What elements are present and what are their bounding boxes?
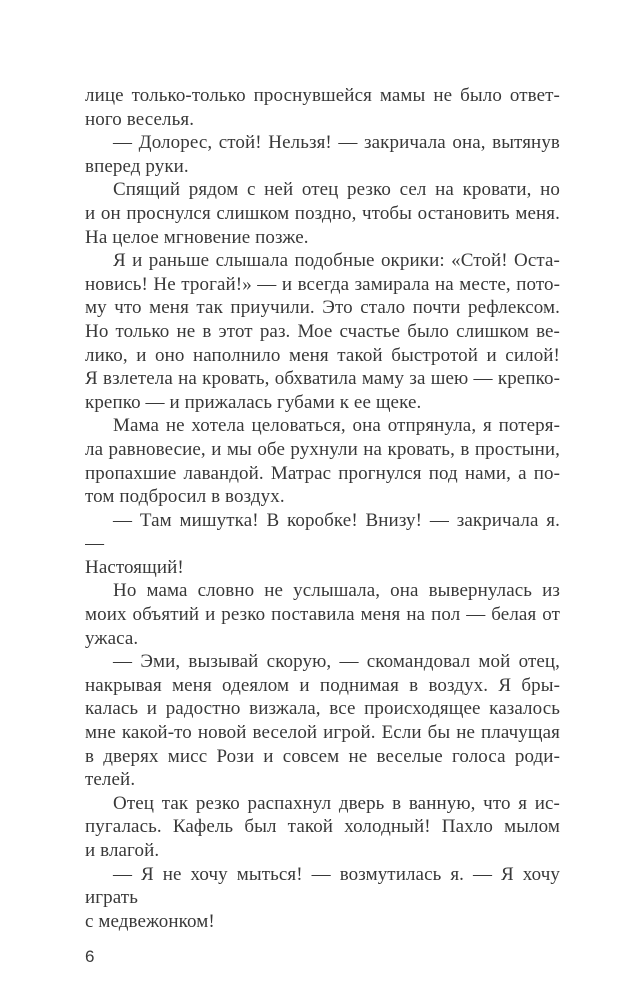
text-line: — Там мишутка! В коробке! Внизу! — закричала я. — <box>85 509 560 555</box>
text-line: новись! Не трогай!» — и всегда замирала на месте, пото- <box>85 273 560 295</box>
text-line: накрывая меня одеялом и поднимая в воздух. Я бры- <box>85 674 560 696</box>
text-line: и влагой. <box>85 840 160 861</box>
page-number: 6 <box>85 947 95 967</box>
text-line: моих объятий и резко поставила меня на пол — белая от <box>85 604 560 626</box>
text-line: Мама не хотела целоваться, она отпрянула, я потеря- <box>113 415 560 437</box>
text-line: На целое мгновение позже. <box>85 226 309 248</box>
text-line: в дверях мисс Рози и совсем не веселые голоса роди- <box>85 745 560 767</box>
text-line: — Эми, вызывай скорую, — скомандовал мой отец, <box>113 651 560 673</box>
text-line: Отец так резко распахнул дверь в ванную, что я ис- <box>113 792 560 814</box>
text-line: и он проснулся слишком поздно, чтобы остановить меня. <box>85 202 560 224</box>
text-line: ного веселья. <box>85 108 195 130</box>
text-line: Настоящий! <box>85 556 184 578</box>
text-line: вперед руки. <box>85 155 189 177</box>
text-line: телей. <box>85 769 136 791</box>
text-line: крепко — и прижалась губами к ее щеке. <box>85 391 422 413</box>
text-line: с медвежонком! <box>85 910 215 932</box>
text-line: калась и радостно визжала, все происходящее казалось <box>85 698 560 720</box>
text-line: Но мама словно не услышала, она вывернулась из <box>113 580 560 602</box>
text-line: мне какой-то новой веселой игрой. Если бы не плачущая <box>85 722 560 744</box>
text-line: — Долорес, стой! Нельзя! — закричала она, вытянув <box>113 132 560 154</box>
text-line: том подбросил в воздух. <box>85 486 285 508</box>
text-line: му что меня так приучили. Это стало почти рефлексом. <box>85 297 560 319</box>
text-line: ужаса. <box>85 627 139 649</box>
text-line: — Я не хочу мыться! — возмутилась я. — Я хочу играть <box>85 863 560 909</box>
text-line: пугалась. Кафель был такой холодный! Пахло мылом <box>85 816 560 838</box>
text-line: лице только-только проснувшейся мамы не было ответ- <box>85 85 560 106</box>
text-line: Я и раньше слышала подобные окрики: «Стой! Оста- <box>113 250 560 272</box>
text-line: ла равновесие, и мы обе рухнули на кровать, в простыни, <box>85 438 560 460</box>
text-line: Я взлетела на кровать, обхватила маму за шею — крепко- <box>85 368 560 390</box>
text-line: Спящий рядом с ней отец резко сел на кровати, но <box>113 179 560 201</box>
body-text-block <box>85 84 560 933</box>
text-line: Но только не в этот раз. Мое счастье было слишком ве- <box>85 320 560 342</box>
text-line: пропахшие лавандой. Матрас прогнулся под нами, а по- <box>85 462 560 484</box>
text-line: лико, и оно наполнило меня такой быстротой и силой! <box>85 344 560 366</box>
